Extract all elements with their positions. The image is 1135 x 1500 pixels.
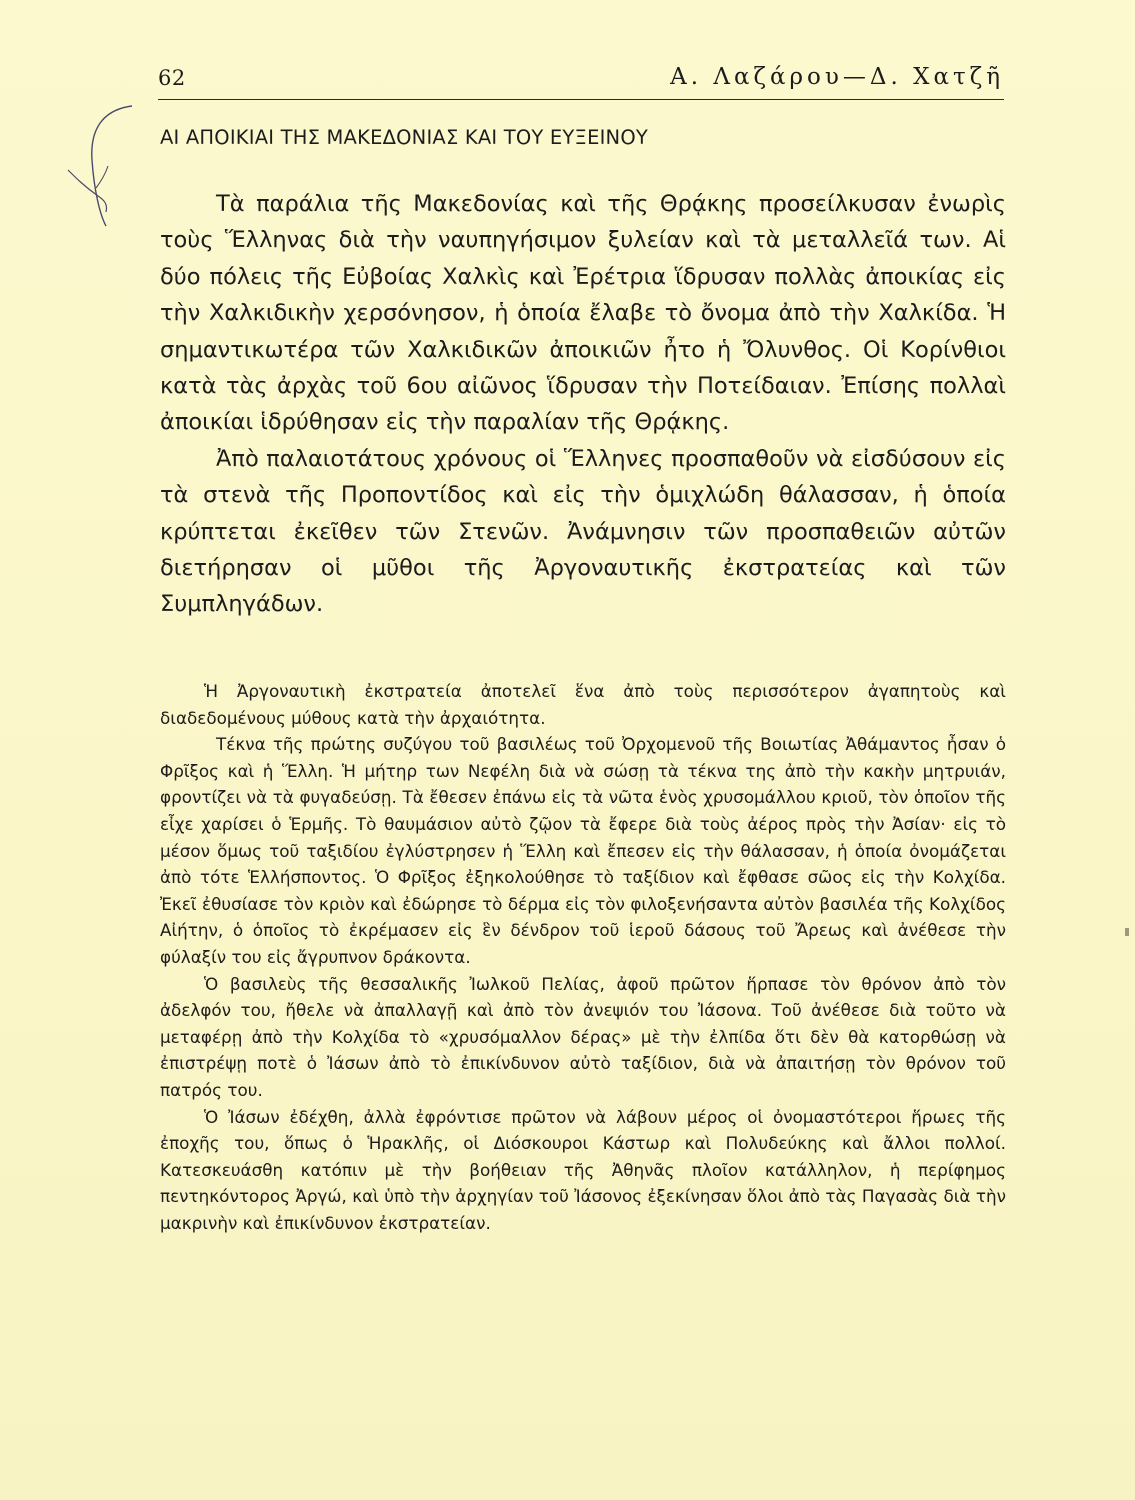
small-print-notes <box>160 678 1012 1236</box>
header-rule <box>158 99 1004 100</box>
note-paragraph-2: Τέκνα τῆς πρώτης συζύγου τοῦ βασιλέως τοῦ Ὀρχομενοῦ τῆς Βοιωτίας Ἀθάμαντος ἦσαν ὁ Φρῖξος καὶ ἡ Ἕλλη. Ἡ μήτηρ των Νεφέλη διὰ νὰ σώσῃ τὰ τέκνα της ἀπὸ τὴν κακὴν μητρυιάν, φροντίζει νὰ τὰ φυγαδεύσῃ. Τὰ ἔθεσεν ἐπάνω εἰς τὰ νῶτα ἑνὸς χρυσομάλλου κριοῦ, τὸν ὁποῖον τῆς εἶχε χαρίσει ὁ Ἑρμῆς. Τὸ θαυμάσιον αὐτὸ ζῷον τὰ ἔφερε διὰ τοὺς ἀέρος πρὸς τὴν Ἀσίαν· εἰς τὸ μέσον ὅμως τοῦ ταξιδίου ἐγλύστρησεν ἡ Ἕλλη καὶ ἔπεσεν εἰς τὴν θάλασσαν, ἡ ὁποία ὀνομάζεται ἀπὸ τότε Ἑλλήσποντος. Ὁ Φρῖξος ἐξηκολούθησε τὸ ταξίδιον καὶ ἔφθασε σῶος εἰς τὴν Κολχίδα. Ἐκεῖ ἐθυσίασε τὸν κριὸν καὶ ἐδώρησε τὸ δέρμα εἰς τὸν φιλοξενήσαντα αὐτὸν βασιλέα τῆς Κολχίδος Αἰήτην, ὁ ὁποῖος τὸ ἐκρέμασεν εἰς ἓν δένδρον τοῦ ἱεροῦ δάσους τοῦ Ἄρεως καὶ ἀνέθεσε τὴν φύλαξίν του εἰς ἄγρυπνον δράκοντα. <box>160 734 1012 967</box>
main-text <box>160 186 1014 623</box>
margin-pen-mark <box>62 100 162 230</box>
body-paragraph-1: Τὰ παράλια τῆς Μακεδονίας καὶ τῆς Θρᾴκης προσείλκυσαν ἐνωρὶς τοὺς Ἕλληνας διὰ τὴν ναυπηγήσιμον ξυλείαν καὶ τὰ μεταλλεῖά των. Αἱ δύο πόλεις τῆς Εὐβοίας Χαλκὶς καὶ Ἐρέτρια ἵδρυσαν πολλὰς ἀποικίας εἰς τὴν Χαλκιδικὴν χερσόνησον, ἡ ὁποία ἔλαβε τὸ ὄνομα ἀπὸ τὴν Χαλκίδα. Ἡ σημαντικωτέρα τῶν Χαλκιδικῶν ἀποικιῶν ἦτο ἡ Ὄλυνθος. Οἱ Κορίνθιοι κατὰ τὰς ἀρχὰς τοῦ 6ου αἰῶνος ἵδρυσαν τὴν Ποτείδαιαν. Ἐπίσης πολλαὶ ἀποικίαι ἱδρύθησαν εἰς τὴν παραλίαν τῆς Θρᾴκης. <box>160 191 1014 436</box>
edge-mark <box>1125 928 1129 936</box>
note-paragraph-3: Ὁ βασιλεὺς τῆς θεσσαλικῆς Ἰωλκοῦ Πελίας, ἀφοῦ πρῶτον ἥρπασε τὸν θρόνον ἀπὸ τὸν ἀδελφόν του, ἤθελε νὰ ἀπαλλαγῇ καὶ ἀπὸ τὸν ἀνεψιόν του Ἰάσονα. Τοῦ ἀνέθεσε διὰ τοῦτο νὰ μεταφέρῃ ἀπὸ τὴν Κολχίδα τὸ «χρυσόμαλλον δέρας» μὲ τὴν ἐλπίδα ὅτι δὲν θὰ κατορθώσῃ νὰ ἐπιστρέψῃ ποτὲ ὁ Ἰάσων ἀπὸ τὸ ἐπικίνδυνον αὐτὸ ταξίδιον, διὰ νὰ ἀπαιτήσῃ τὸν θρόνον τοῦ πατρός του. <box>160 973 1012 1100</box>
body-paragraph-2: Ἀπὸ παλαιοτάτους χρόνους οἱ Ἕλληνες προσπαθοῦν νὰ εἰσδύσουν εἰς τὰ στενὰ τῆς Προποντίδος καὶ εἰς τὴν ὁμιχλώδη θάλασσαν, ἡ ὁποία κρύπτεται ἐκεῖθεν τῶν Στενῶν. Ἀνάμνησιν τῶν προσπαθειῶν αὐτῶν διετήρησαν οἱ μῦθοι τῆς Ἀργοναυτικῆς ἐκστρατείας καὶ τῶν Συμπληγάδων. <box>160 445 1014 618</box>
note-paragraph-1: Ἡ Ἀργοναυτικὴ ἐκστρατεία ἀποτελεῖ ἕνα ἀπὸ τοὺς περισσότερον ἀγαπητοὺς καὶ διαδεδομένους μύθους κατὰ τὴν ἀρχαιότητα. <box>160 681 1012 728</box>
note-paragraph-4: Ὁ Ἰάσων ἐδέχθη, ἀλλὰ ἐφρόντισε πρῶτον νὰ λάβουν μέρος οἱ ὀνομαστότεροι ἥρωες τῆς ἐποχῆς του, ὅπως ὁ Ἡρακλῆς, οἱ Διόσκουροι Κάστωρ καὶ Πολυδεύκης καὶ ἄλλοι πολλοί. Κατεσκευάσθη κατόπιν μὲ τὴν βοήθειαν τῆς Ἀθηνᾶς πλοῖον κατάλληλον, ἡ περίφημος πεντηκόντορος Ἀργώ, καὶ ὑπὸ τὴν ἀρχηγίαν τοῦ Ἰάσονος ἐξεκίνησαν ὅλοι ἀπὸ τὰς Παγασὰς διὰ τὴν μακρινὴν καὶ ἐπικίνδυνον ἐκστρατείαν. <box>160 1106 1012 1233</box>
running-head-authors: Α. Λαζάρου—Δ. Χατζῆ <box>670 64 1004 90</box>
chapter-title: ΑΙ ΑΠΟΙΚΙΑΙ ΤΗΣ ΜΑΚΕΔΟΝΙΑΣ ΚΑΙ ΤΟΥ ΕΥΞΕΙΝΟΥ <box>160 126 648 149</box>
page-number: 62 <box>158 66 186 90</box>
page-header <box>158 62 1004 98</box>
